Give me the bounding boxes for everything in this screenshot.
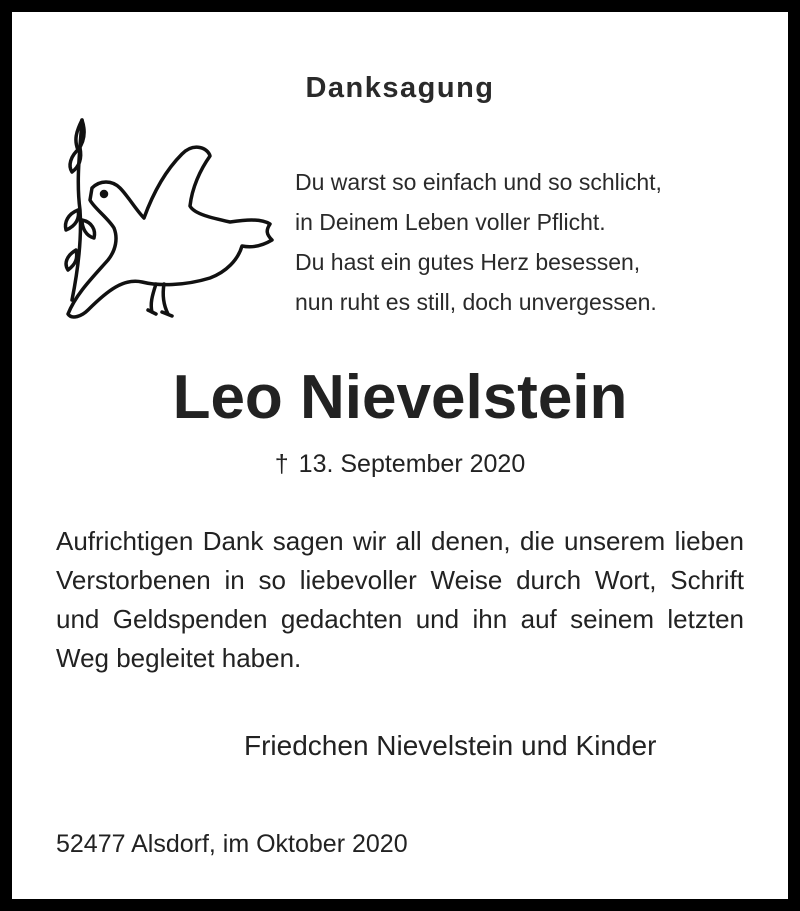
- deceased-name: Leo Nievelstein: [172, 363, 628, 432]
- obituary-card: [12, 12, 788, 899]
- poem-line: nun ruht es still, doch unvergessen.: [295, 289, 657, 315]
- place-date: 52477 Alsdorf, im Oktober 2020: [56, 830, 408, 858]
- heading: Danksagung: [305, 72, 495, 104]
- dove-with-olive-branch-icon: [52, 110, 282, 330]
- death-date: 13. September 2020: [298, 450, 526, 478]
- poem-line: Du hast ein gutes Herz besessen,: [295, 249, 641, 275]
- signature: Friedchen Nievelstein und Kinder: [244, 730, 657, 761]
- poem: [295, 162, 662, 322]
- cross-icon: †: [274, 450, 289, 478]
- thanks-text: Aufrichtigen Dank sagen wir all denen, die unserem lieben Verstorbenen in so liebevoller Weise durch Wort, Schrift und Geldspenden gedachten und ihn auf seinem letzten Weg begleitet haben.: [56, 526, 744, 673]
- poem-line: in Deinem Leben voller Pflicht.: [295, 209, 606, 235]
- death-date-line: [12, 450, 788, 479]
- poem-line: Du warst so einfach und so schlicht,: [295, 169, 662, 195]
